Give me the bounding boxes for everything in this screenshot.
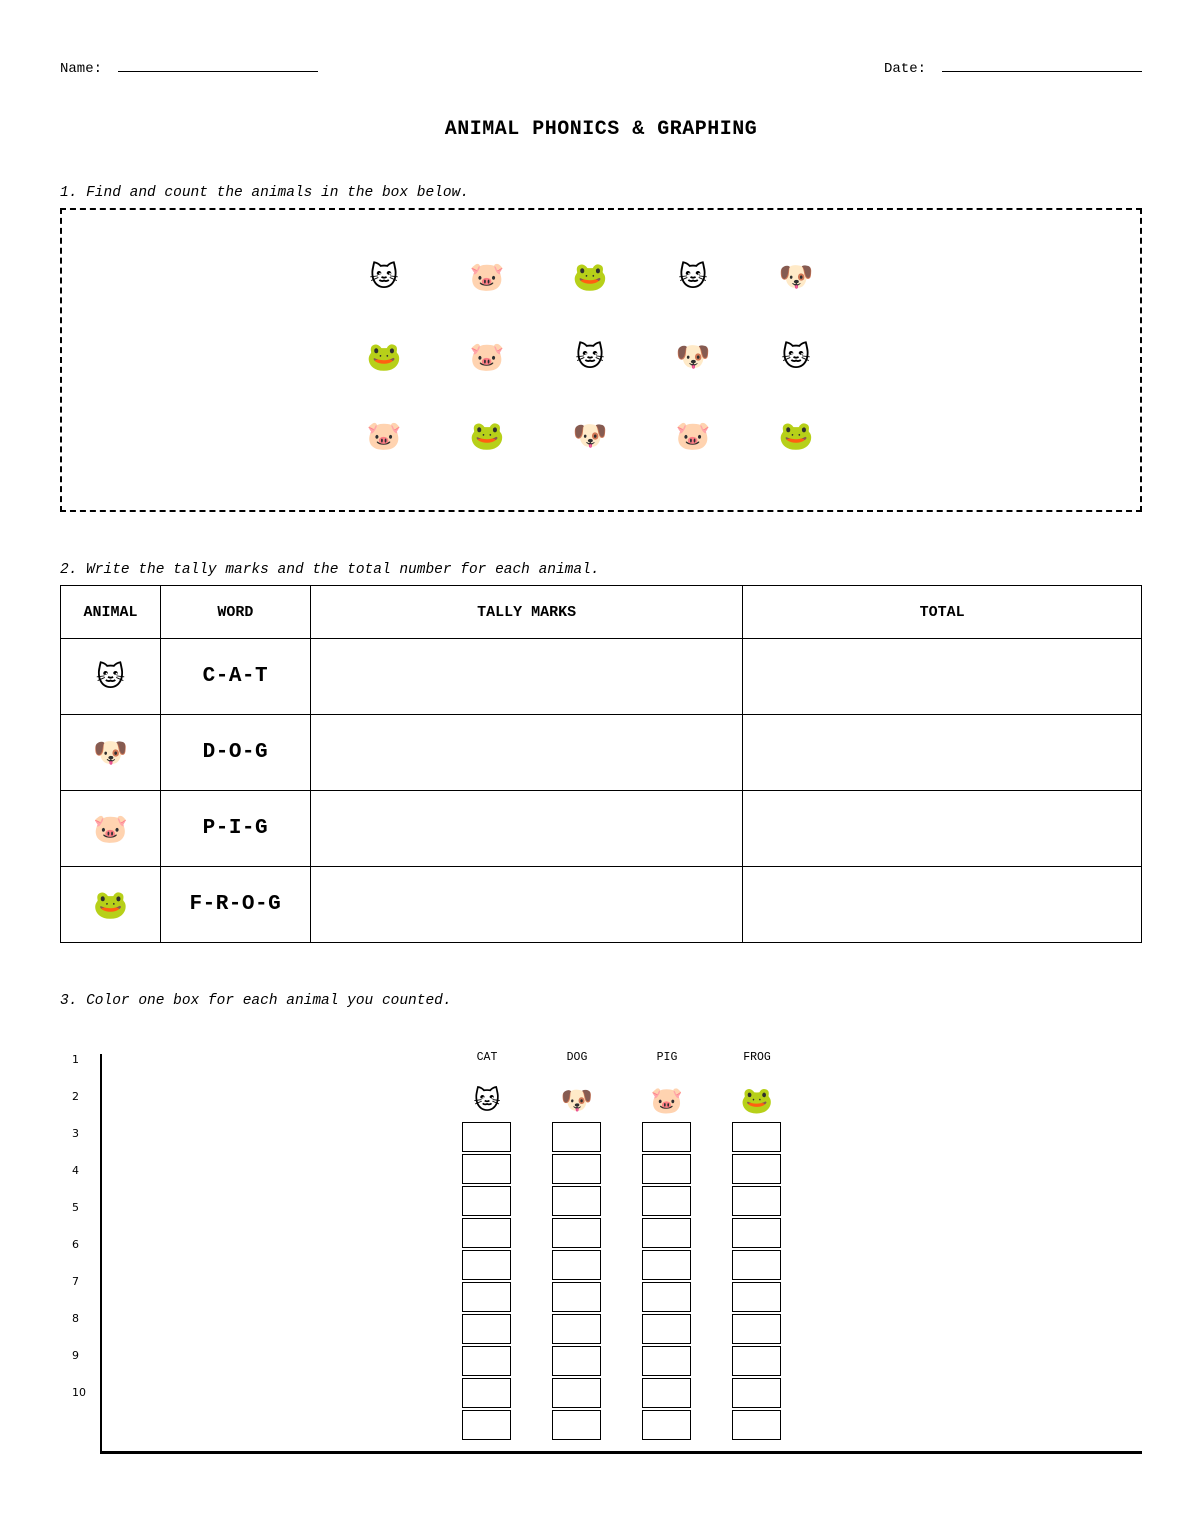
- graph-box-frog[interactable]: [732, 1378, 781, 1408]
- graph-box-pig[interactable]: [642, 1122, 691, 1152]
- dog-icon: 🐶: [93, 736, 128, 769]
- graph-box-cat[interactable]: [462, 1218, 511, 1248]
- word-cell: D-O-G: [160, 715, 310, 791]
- dog-icon: 🐶: [572, 419, 608, 452]
- graph-box-frog[interactable]: [732, 1346, 781, 1376]
- table-row-pig: [61, 791, 1142, 867]
- graph-box-frog[interactable]: [732, 1250, 781, 1280]
- y-axis-number: 9: [72, 1349, 79, 1362]
- section2-instruction: 2. Write the tally marks and the total number for each animal.: [60, 562, 600, 578]
- graph-box-pig[interactable]: [642, 1250, 691, 1280]
- graph-box-pig[interactable]: [642, 1218, 691, 1248]
- graph-box-cat[interactable]: [462, 1378, 511, 1408]
- graph-box-dog[interactable]: [552, 1186, 601, 1216]
- word-cell: F-R-O-G: [160, 867, 310, 943]
- graph-box-dog[interactable]: [552, 1218, 601, 1248]
- tally-cell[interactable]: [310, 715, 743, 791]
- dog-icon: 🐶: [560, 1086, 594, 1116]
- tally-cell[interactable]: [310, 867, 743, 943]
- y-axis-number: 10: [72, 1386, 86, 1399]
- name-label: Name:: [60, 61, 103, 77]
- pig-icon: 🐷: [93, 812, 128, 845]
- graph-box-frog[interactable]: [732, 1122, 781, 1152]
- y-axis-line: [100, 1054, 102, 1453]
- table-row-cat: [61, 639, 1142, 715]
- table-row-dog: [61, 715, 1142, 791]
- graph-box-dog[interactable]: [552, 1314, 601, 1344]
- y-axis-number: 7: [72, 1275, 79, 1288]
- pig-icon: 🐷: [469, 340, 505, 373]
- tally-table-header: [61, 586, 1142, 639]
- graph-box-cat[interactable]: [462, 1314, 511, 1344]
- graph-box-dog[interactable]: [552, 1378, 601, 1408]
- word-cell: C-A-T: [160, 639, 310, 715]
- tally-table: [60, 585, 1142, 943]
- graph-box-pig[interactable]: [642, 1282, 691, 1312]
- graph-box-dog[interactable]: [552, 1122, 601, 1152]
- graph-box-frog[interactable]: [732, 1314, 781, 1344]
- graph-box-dog[interactable]: [552, 1410, 601, 1440]
- graph-box-pig[interactable]: [642, 1314, 691, 1344]
- y-axis-number: 2: [72, 1090, 79, 1103]
- x-axis-line: [100, 1451, 1142, 1454]
- total-cell[interactable]: [743, 639, 1142, 715]
- frog-icon: 🐸: [778, 419, 814, 452]
- column-label-frog: FROG: [743, 1051, 771, 1064]
- cat-icon: 🐱: [369, 260, 399, 293]
- graph-box-cat[interactable]: [462, 1154, 511, 1184]
- graph-box-cat[interactable]: [462, 1410, 511, 1440]
- cat-icon: 🐱: [781, 340, 811, 373]
- tally-cell[interactable]: [310, 791, 743, 867]
- y-axis-number: 1: [72, 1053, 79, 1066]
- graph-box-cat[interactable]: [462, 1186, 511, 1216]
- pig-icon: 🐷: [675, 419, 711, 452]
- total-cell[interactable]: [743, 715, 1142, 791]
- cat-icon: 🐱: [95, 660, 126, 693]
- pig-icon: 🐷: [469, 260, 505, 293]
- graph-box-pig[interactable]: [642, 1154, 691, 1184]
- graph-box-frog[interactable]: [732, 1282, 781, 1312]
- table-row-frog: [61, 867, 1142, 943]
- page-title: ANIMAL PHONICS & GRAPHING: [444, 118, 758, 141]
- pig-icon: 🐷: [650, 1086, 684, 1116]
- dog-icon: 🐶: [778, 260, 814, 293]
- graph-box-cat[interactable]: [462, 1122, 511, 1152]
- y-axis-number: 3: [72, 1127, 79, 1140]
- graph-box-frog[interactable]: [732, 1154, 781, 1184]
- graph-box-dog[interactable]: [552, 1154, 601, 1184]
- date-field[interactable]: [942, 71, 1142, 72]
- total-cell[interactable]: [743, 867, 1142, 943]
- graph-box-dog[interactable]: [552, 1282, 601, 1312]
- graph-box-pig[interactable]: [642, 1378, 691, 1408]
- section3-instruction: 3. Color one box for each animal you counted.: [60, 993, 452, 1009]
- graph-box-pig[interactable]: [642, 1186, 691, 1216]
- column-label-pig: PIG: [656, 1051, 678, 1064]
- graph-box-frog[interactable]: [732, 1410, 781, 1440]
- word-cell: P-I-G: [160, 791, 310, 867]
- frog-icon: 🐸: [572, 260, 608, 293]
- graph-box-dog[interactable]: [552, 1346, 601, 1376]
- cat-icon: 🐱: [473, 1086, 501, 1116]
- dog-icon: 🐶: [675, 340, 711, 373]
- section1-instruction: 1. Find and count the animals in the box below.: [60, 185, 469, 201]
- graph-box-pig[interactable]: [642, 1346, 691, 1376]
- header-total: TOTAL: [743, 586, 1142, 639]
- graph-box-cat[interactable]: [462, 1282, 511, 1312]
- header-tally-marks: TALLY MARKS: [310, 586, 743, 639]
- graph-box-cat[interactable]: [462, 1250, 511, 1280]
- graph-box-cat[interactable]: [462, 1346, 511, 1376]
- name-field[interactable]: [118, 71, 318, 72]
- graph-box-frog[interactable]: [732, 1186, 781, 1216]
- date-label: Date:: [884, 61, 927, 77]
- tally-cell[interactable]: [310, 639, 743, 715]
- frog-icon: 🐸: [93, 888, 128, 921]
- frog-icon: 🐸: [366, 340, 402, 373]
- cat-icon: 🐱: [678, 260, 708, 293]
- pig-icon: 🐷: [366, 419, 402, 452]
- cat-icon: 🐱: [575, 340, 605, 373]
- header-animal: ANIMAL: [61, 586, 161, 639]
- y-axis-number: 6: [72, 1238, 79, 1251]
- frog-icon: 🐸: [740, 1086, 774, 1116]
- header-word: WORD: [160, 586, 310, 639]
- graph-box-pig[interactable]: [642, 1410, 691, 1440]
- graph-box-dog[interactable]: [552, 1250, 601, 1280]
- column-label-dog: DOG: [566, 1051, 588, 1064]
- y-axis-number: 8: [72, 1312, 79, 1325]
- y-axis-number: 4: [72, 1164, 79, 1177]
- y-axis-number: 5: [72, 1201, 79, 1214]
- total-cell[interactable]: [743, 791, 1142, 867]
- column-label-cat: CAT: [476, 1051, 498, 1064]
- graph-box-frog[interactable]: [732, 1218, 781, 1248]
- frog-icon: 🐸: [469, 419, 505, 452]
